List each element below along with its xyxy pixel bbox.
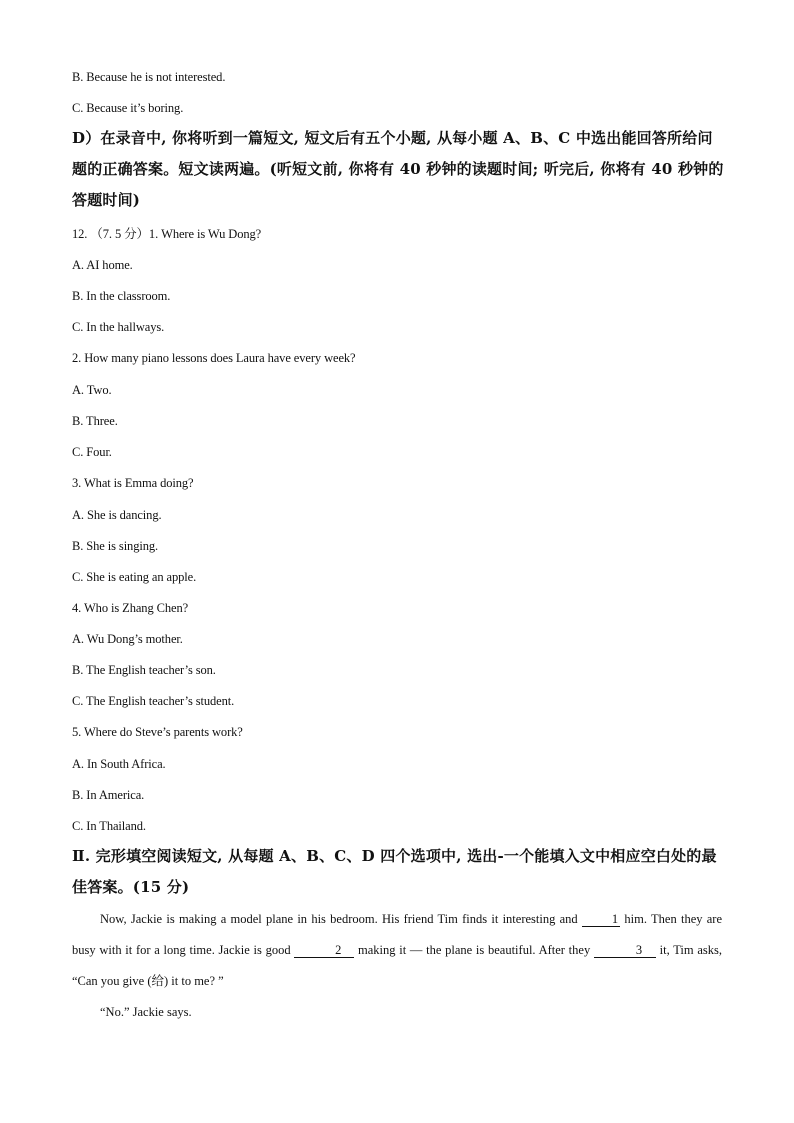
- q1-option-a: A. AI home.: [72, 258, 133, 272]
- section-2-instructions: Ⅱ. 完形填空阅读短文, 从每题 A、B、C、D 四个选项中, 选出-一个能填入文中相应空白处的最佳答案。(15 分): [72, 847, 717, 896]
- q3-option-a: A. She is dancing.: [72, 508, 162, 522]
- q4-option-b: B. The English teacher’s son.: [72, 663, 216, 677]
- passage-paragraph-1: [72, 904, 722, 997]
- q4-option-c: C. The English teacher’s student.: [72, 694, 235, 708]
- blank-1: 1: [582, 912, 620, 927]
- q2-option-b: B. Three.: [72, 414, 118, 428]
- option-c-boring: C. Because it’s boring.: [72, 101, 184, 115]
- blank-2: 2: [294, 943, 354, 958]
- passage-text: Now, Jackie is making a model plane in his bedroom. His friend Tim finds it interesting and: [100, 912, 582, 926]
- question-4: 4. Who is Zhang Chen?: [72, 601, 189, 615]
- q5-option-c: C. In Thailand.: [72, 819, 146, 833]
- passage-text: him. Then they are busy with it for a long time. Jackie is good: [72, 912, 723, 957]
- q1-option-b: B. In the classroom.: [72, 289, 171, 303]
- question-12-header: 12. （7. 5 分）1. Where is Wu Dong?: [72, 227, 262, 241]
- option-b-not-interested: B. Because he is not interested.: [72, 70, 226, 84]
- blank-3: 3: [594, 943, 656, 958]
- q5-option-b: B. In America.: [72, 788, 145, 802]
- passage-text: making it — the plane is beautiful. After they: [354, 943, 594, 957]
- question-3: 3. What is Emma doing?: [72, 476, 194, 490]
- question-5: 5. Where do Steve’s parents work?: [72, 725, 243, 739]
- passage-text: it, Tim asks, “Can you give (给) it to me? ”: [72, 943, 723, 988]
- q1-option-c: C. In the hallways.: [72, 320, 165, 334]
- q2-option-a: A. Two.: [72, 383, 112, 397]
- q3-option-c: C. She is eating an apple.: [72, 570, 197, 584]
- question-2: 2. How many piano lessons does Laura have every week?: [72, 351, 356, 365]
- q4-option-a: A. Wu Dong’s mother.: [72, 632, 183, 646]
- q2-option-c: C. Four.: [72, 445, 112, 459]
- q3-option-b: B. She is singing.: [72, 539, 159, 553]
- passage-paragraph-2: “No.” Jackie says.: [100, 1005, 192, 1019]
- section-d-instructions: D）在录音中, 你将听到一篇短文, 短文后有五个小题, 从每小题 A、B、C 中选出能回答所给问题的正确答案。短文读两遍。(听短文前, 你将有 40 秒钟的读题时间; 听完后, 你将有 40 秒钟的答题时间): [72, 129, 724, 209]
- q5-option-a: A. In South Africa.: [72, 757, 166, 771]
